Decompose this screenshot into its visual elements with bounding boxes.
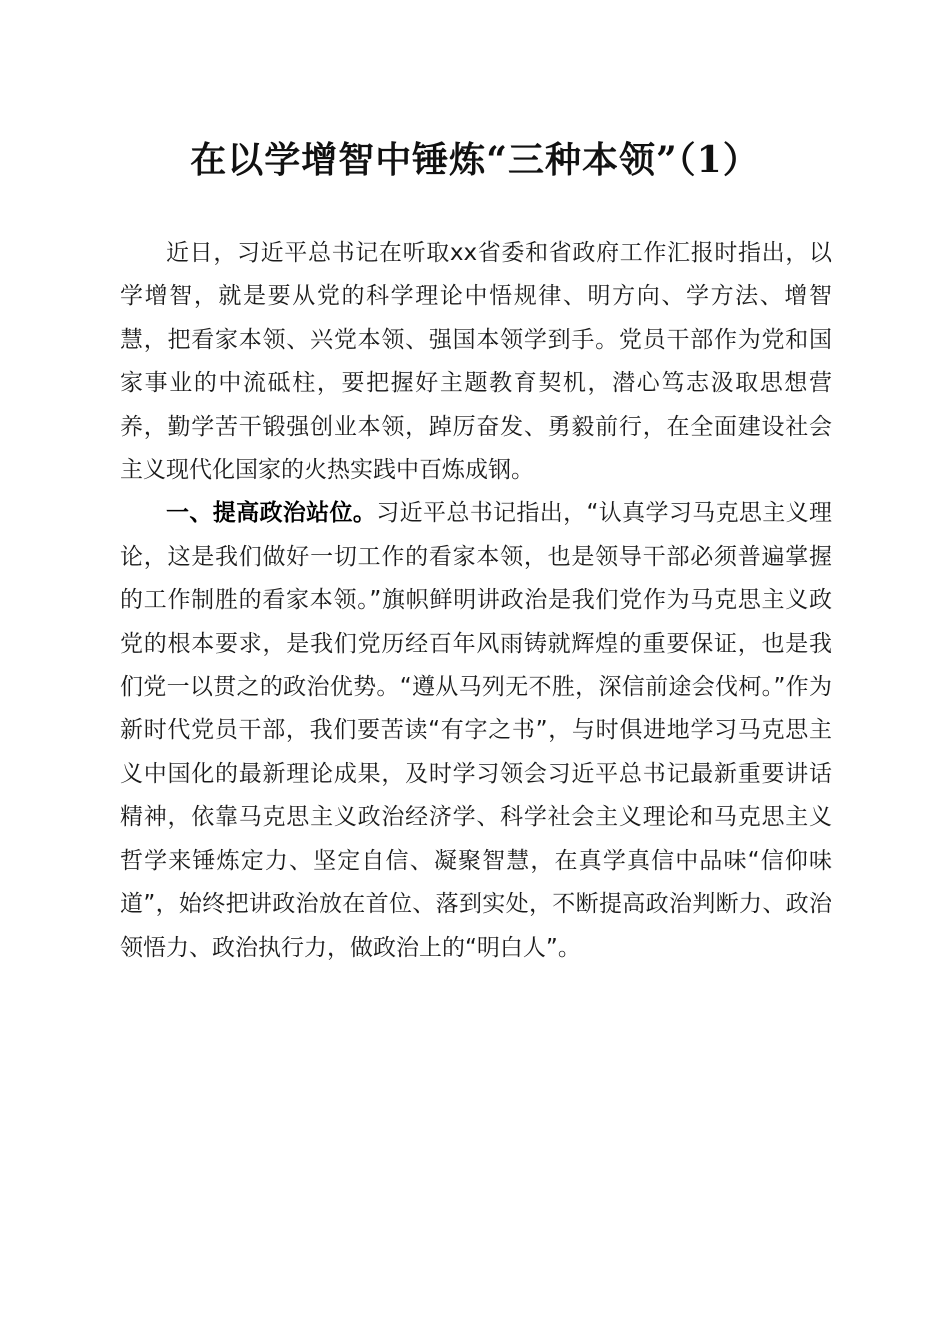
- document-title: 在以学增智中锤炼“三种本领”（1）: [190, 139, 760, 181]
- document-body: [120, 232, 832, 970]
- section-1-text: 习近平总书记指出，“认真学习马克思主义理论，这是我们做好一切工作的看家本领，也是领导干部必须普遍掌握的工作制胜的看家本领。”旗帜鲜明讲政治是我们党作为马克思主义政党的根本要求，是我们党历经百年风雨铸就辉煌的重要保证，也是我们党一以贯之的政治优势。“遵从马列无不胜，深信前途会伐柯。”作为新时代党员干部，我们要苦读“有字之书”，与时俱进地学习马克思主义中国化的最新理论成果，及时学习领会习近平总书记最新重要讲话精神，依靠马克思主义政治经济学、科学社会主义理论和马克思主义哲学来锤炼定力、坚定自信、凝聚智慧，在真学真信中品味“信仰味道”，始终把讲政治放在首位、落到实处，不断提高政治判断力、政治领悟力、政治执行力，做政治上的“明白人”。: [120, 500, 833, 961]
- section-1-heading: 一、提高政治站位。: [166, 500, 377, 527]
- paragraph-intro-text: 近日，习近平总书记在听取xx省委和省政府工作汇报时指出，以学增智，就是要从党的科学理论中悟规律、明方向、学方法、增智慧，把看家本领、兴党本领、强国本领学到手。党员干部作为党和国家事业的中流砥柱，要把握好主题教育契机，潜心笃志汲取思想营养，勤学苦干锻强创业本领，踔厉奋发、勇毅前行，在全面建设社会主义现代化国家的火热实践中百炼成钢。: [120, 240, 832, 484]
- paragraph-section-1: [120, 492, 832, 969]
- paragraph-intro: [120, 232, 832, 492]
